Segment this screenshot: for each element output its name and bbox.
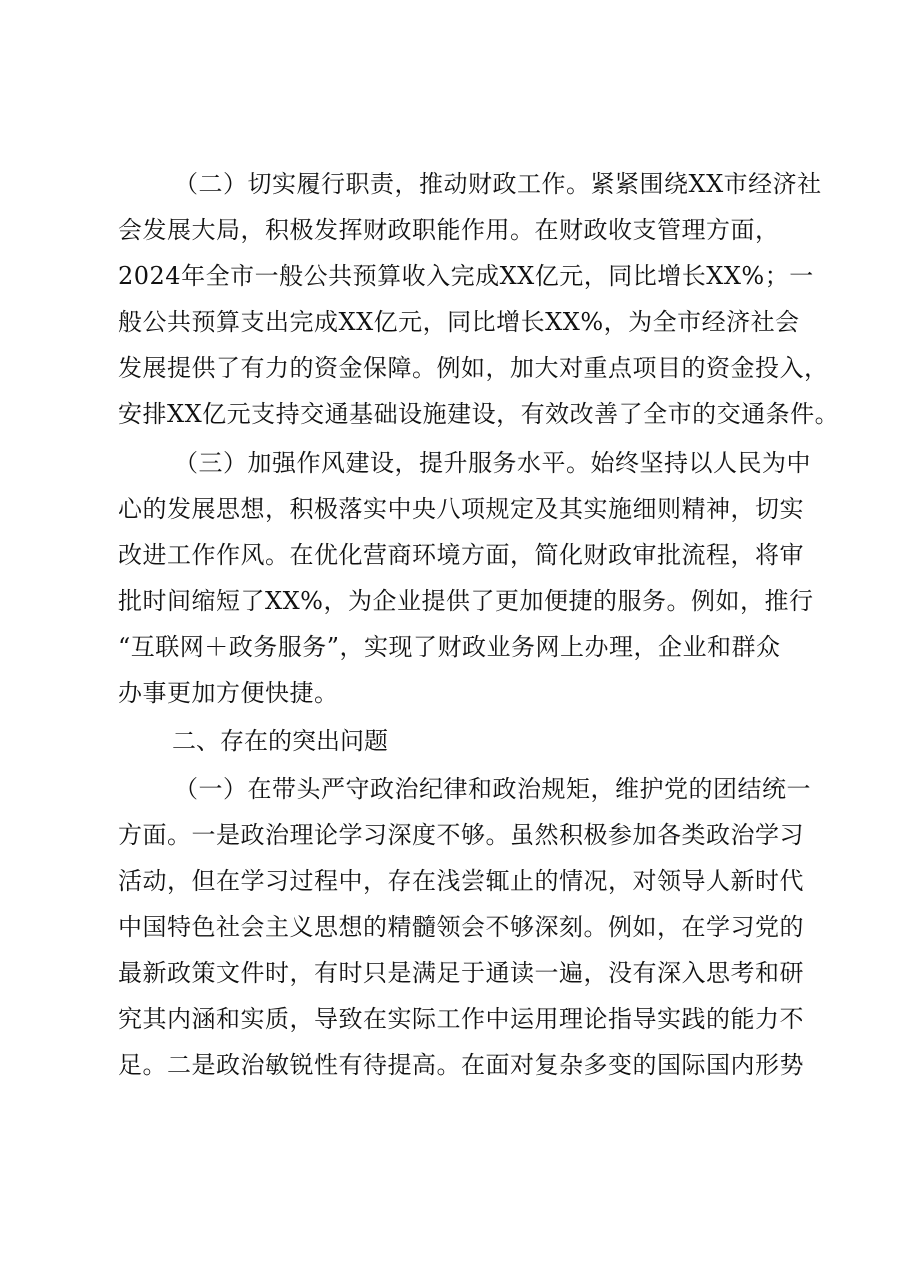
paragraph-line: 中国特色社会主义思想的精髓领会不够深刻。例如，在学习党的 [118, 913, 804, 941]
paragraph-line: 办事更加方便快捷。 [118, 679, 339, 707]
paragraph-line: （二）切实履行职责，推动财政工作。紧紧围绕XX市经济社 [174, 170, 822, 198]
paragraph-line: 究其内涵和实质，导致在实际工作中运用理论指导实践的能力不 [118, 1005, 804, 1033]
paragraph-line: 心的发展思想，积极落实中央八项规定及其实施细则精神，切实 [118, 495, 804, 523]
paragraph-line: 批时间缩短了XX%，为企业提供了更加便捷的服务。例如，推行 [118, 587, 814, 615]
paragraph-line: 安排XX亿元支持交通基础设施建设，有效改善了全市的交通条件。 [118, 400, 840, 428]
paragraph-line: 足。二是政治敏锐性有待提高。在面对复杂多变的国际国内形势 [118, 1051, 804, 1079]
paragraph-line: （一）在带头严守政治纪律和政治规矩，维护党的团结统一 [174, 775, 811, 803]
paragraph-line: 发展提供了有力的资金保障。例如，加大对重点项目的资金投入， [118, 354, 829, 382]
paragraph-line: “互联网＋政务服务”，实现了财政业务网上办理，企业和群众 [118, 633, 781, 661]
section-heading: 二、存在的突出问题 [172, 727, 388, 755]
paragraph-line: 方面。一是政治理论学习深度不够。虽然积极参加各类政治学习 [118, 821, 804, 849]
paragraph-line: 会发展大局，积极发挥财政职能作用。在财政收支管理方面， [118, 216, 780, 244]
paragraph-line: 2024年全市一般公共预算收入完成XX亿元，同比增长XX%；一 [118, 262, 814, 290]
paragraph-line: 改进工作作风。在优化营商环境方面，简化财政审批流程，将审 [118, 541, 804, 569]
paragraph-line: 活动，但在学习过程中，存在浅尝辄止的情况，对领导人新时代 [118, 867, 804, 895]
paragraph-line: 最新政策文件时，有时只是满足于通读一遍，没有深入思考和研 [118, 959, 804, 987]
paragraph-line: （三）加强作风建设，提升服务水平。始终坚持以人民为中 [174, 449, 811, 477]
paragraph-line: 般公共预算支出完成XX亿元，同比增长XX%，为全市经济社会 [118, 308, 800, 336]
